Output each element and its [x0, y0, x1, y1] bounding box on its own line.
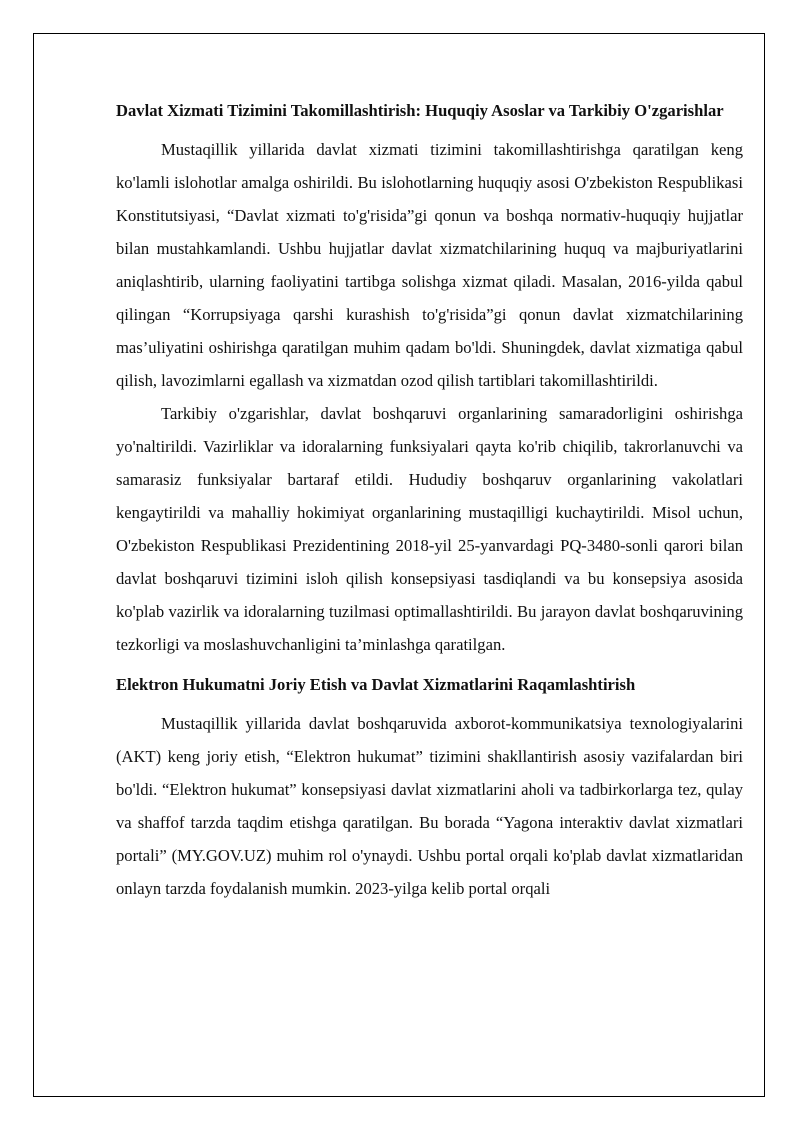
- document-body: [116, 97, 743, 905]
- paragraph-legal-foundations: Mustaqillik yillarida davlat xizmati tizimini takomillashtirishga qaratilgan keng ko'lamli islohotlar amalga oshirildi. Bu islohotlarning huquqiy asosi O'zbekiston Respublikasi Konstitutsiyasi, “Davlat xizmati to'g'risida”gi qonun va boshqa normativ-huquqiy hujjatlar bilan mustahkamlandi. Ushbu hujjatlar davlat xizmatchilarining huquq va majburiyatlarini aniqlashtirib, ularning faoliyatini tartibga solishga xizmat qiladi. Masalan, 2016-yilda qabul qilingan “Korrupsiyaga qarshi kurashish to'g'risida”gi qonun davlat xizmatchilarining mas’uliyatini oshirishga qaratilgan muhim qadam bo'ldi. Shuningdek, davlat xizmatiga qabul qilish, lavozimlarni egallash va xizmatdan ozod qilish tartiblari takomillashtirildi.: [116, 140, 743, 390]
- paragraph-structural-changes: Tarkibiy o'zgarishlar, davlat boshqaruvi organlarining samaradorligini oshirishga yo'naltirildi. Vazirliklar va idoralarning funksiyalari qayta ko'rib chiqilib, takrorlanuvchi va samarasiz funksiyalar bartaraf etildi. Hududiy boshqaruv organlarining vakolatlari kengaytirildi va mahalliy hokimiyat organlarining mustaqilligi kuchaytirildi. Misol uchun, O'zbekiston Respublikasi Prezidentining 2018-yil 25-yanvardagi PQ-3480-sonli qarori bilan davlat boshqaruvi tizimini isloh qilish konsepsiyasi tasdiqlandi va bu konsepsiya asosida ko'plab vazirlik va idoralarning tuzilmasi optimallashtirildi. Bu jarayon davlat boshqaruvining tezkorligi va moslashuvchanligini ta’minlashga qaratilgan.: [116, 404, 743, 654]
- section-heading-e-government: Elektron Hukumatni Joriy Etish va Davlat Xizmatlarini Raqamlashtirish: [116, 675, 636, 694]
- section-heading-legal-foundations: Davlat Xizmati Tizimini Takomillashtirish: Huquqiy Asoslar va Tarkibiy O'zgarishlar: [116, 101, 724, 120]
- paragraph-e-government: Mustaqillik yillarida davlat boshqaruvida axborot-kommunikatsiya texnologiyalarini (AKT) keng joriy etish, “Elektron hukumat” tizimini shakllantirish asosiy vazifalardan biri bo'ldi. “Elektron hukumat” konsepsiyasi davlat xizmatlarini aholi va tadbirkorlarga tez, qulay va shaffof tarzda taqdim etishga qaratilgan. Bu borada “Yagona interaktiv davlat xizmatlari portali” (MY.GOV.UZ) muhim rol o'ynaydi. Ushbu portal orqali ko'plab davlat xizmatlaridan onlayn tarzda foydalanish mumkin. 2023-yilga kelib portal orqali: [116, 714, 743, 898]
